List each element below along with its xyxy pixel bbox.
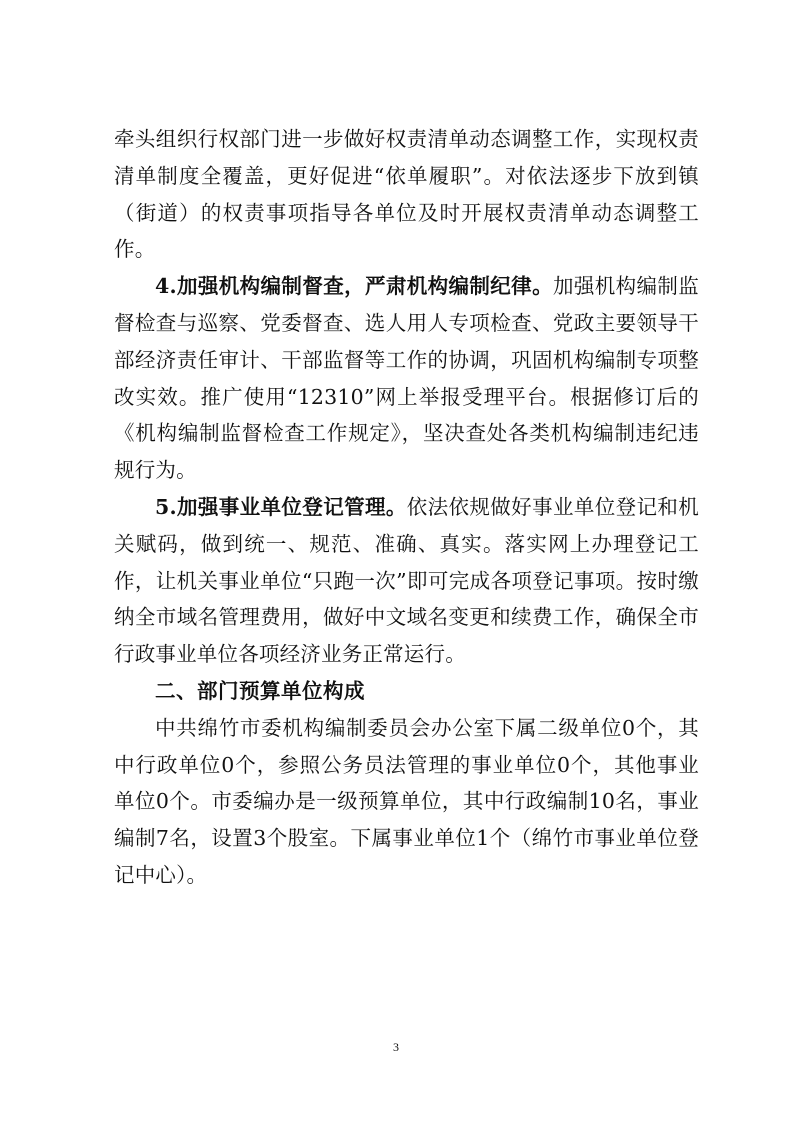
page-number: 3 [393, 1040, 399, 1054]
section-heading: 二、部门预算单位构成 [155, 678, 365, 703]
body-text [114, 121, 699, 894]
item-4-body: 加强机构编制监督检查与巡察、党委督查、选人用人专项检查、党政主要领导干部经济责任审计、干部监督等工作的协调，巩固机构编制专项整改实效。推广使用“12310”网上举报受理平台。根据修订后的《机构编制监督检查工作规定》，坚决查处各类机构编制违纪违规行为。 [114, 274, 699, 483]
paragraph-budget-units: 中共绵竹市委机构编制委员会办公室下属二级单位0个，其中行政单位0个，参照公务员法管理的事业单位0个，其他事业单位0个。市委编办是一级预算单位，其中行政编制10名，事业编制7名，设置3个股室。下属事业单位1个（绵竹市事业单位登记中心）。 [114, 715, 699, 887]
item-5-body: 依法依规做好事业单位登记和机关赋码，做到统一、规范、准确、真实。落实网上办理登记工作，让机关事业单位“只跑一次”即可完成各项登记事项。按时缴纳全市域名管理费用，做好中文域名变更和续费工作，确保全市行政事业单位各项经济业务正常运行。 [114, 494, 699, 667]
item-5-title: 5.加强事业单位登记管理。 [155, 494, 407, 519]
paragraph-item-5 [114, 489, 699, 673]
item-4-title: 4.加强机构编制督查，严肃机构编制纪律。 [155, 274, 553, 299]
paragraph-rights-list: 牵头组织行权部门进一步做好权责清单动态调整工作，实现权责清单制度全覆盖，更好促进“依单履职”。对依法逐步下放到镇（街道）的权责事项指导各单位及时开展权责清单动态调整工作。 [114, 127, 699, 262]
paragraph-item-4 [114, 268, 699, 489]
